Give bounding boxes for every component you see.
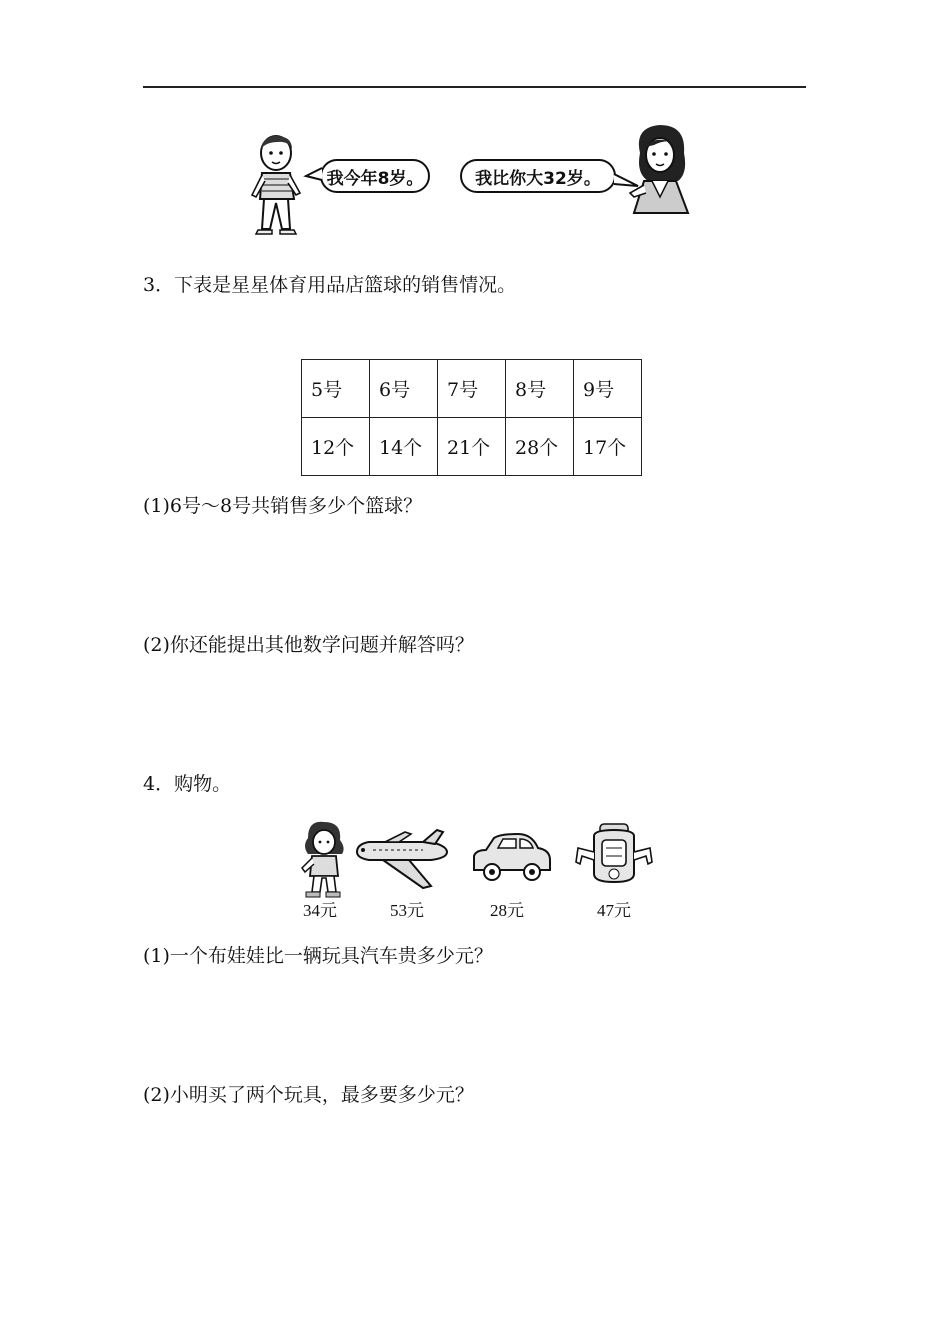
table-cell: 7号: [438, 360, 506, 418]
question-4-sub-1: (1)一个布娃娃比一辆玩具汽车贵多少元？: [143, 945, 493, 967]
table-cell: 14个: [370, 418, 438, 476]
woman-speech-text: 我比你大32岁。: [475, 168, 601, 189]
question-3-title: 3．下表是星星体育用品店篮球的销售情况。: [143, 274, 517, 296]
question-3-sub-1: (1)6号～8号共销售多少个篮球？: [143, 495, 423, 517]
airplane-icon: [353, 828, 449, 892]
table-cell: 9号: [574, 360, 642, 418]
toy-price-airplane: 53元: [390, 901, 424, 920]
table-cell: 21个: [438, 418, 506, 476]
boy-speech-text: 我今年8岁。: [326, 168, 424, 189]
toy-car-icon: [470, 832, 554, 882]
table-row: [302, 360, 642, 418]
table-cell: 8号: [506, 360, 574, 418]
question-4-title: 4．购物。: [143, 773, 232, 795]
header-rule: [143, 86, 806, 88]
sales-table: [301, 359, 642, 476]
woman-speech-bubble: [460, 159, 616, 193]
question-3-sub-2: (2)你还能提出其他数学问题并解答吗？: [143, 634, 474, 656]
table-cell: 6号: [370, 360, 438, 418]
table-cell: 17个: [574, 418, 642, 476]
toy-price-doll: 34元: [303, 901, 337, 920]
robot-icon: [572, 822, 656, 886]
doll-icon: [298, 820, 348, 898]
woman-icon: [626, 123, 698, 215]
table-row: [302, 418, 642, 476]
boy-icon: [248, 133, 308, 235]
boy-speech-bubble: [320, 159, 430, 193]
table-cell: 28个: [506, 418, 574, 476]
question-4-sub-2: (2)小明买了两个玩具，最多要多少元？: [143, 1084, 474, 1106]
toy-price-car: 28元: [490, 901, 524, 920]
table-cell: 12个: [302, 418, 370, 476]
bubble-tail: [305, 166, 323, 182]
table-cell: 5号: [302, 360, 370, 418]
toy-price-robot: 47元: [597, 901, 631, 920]
